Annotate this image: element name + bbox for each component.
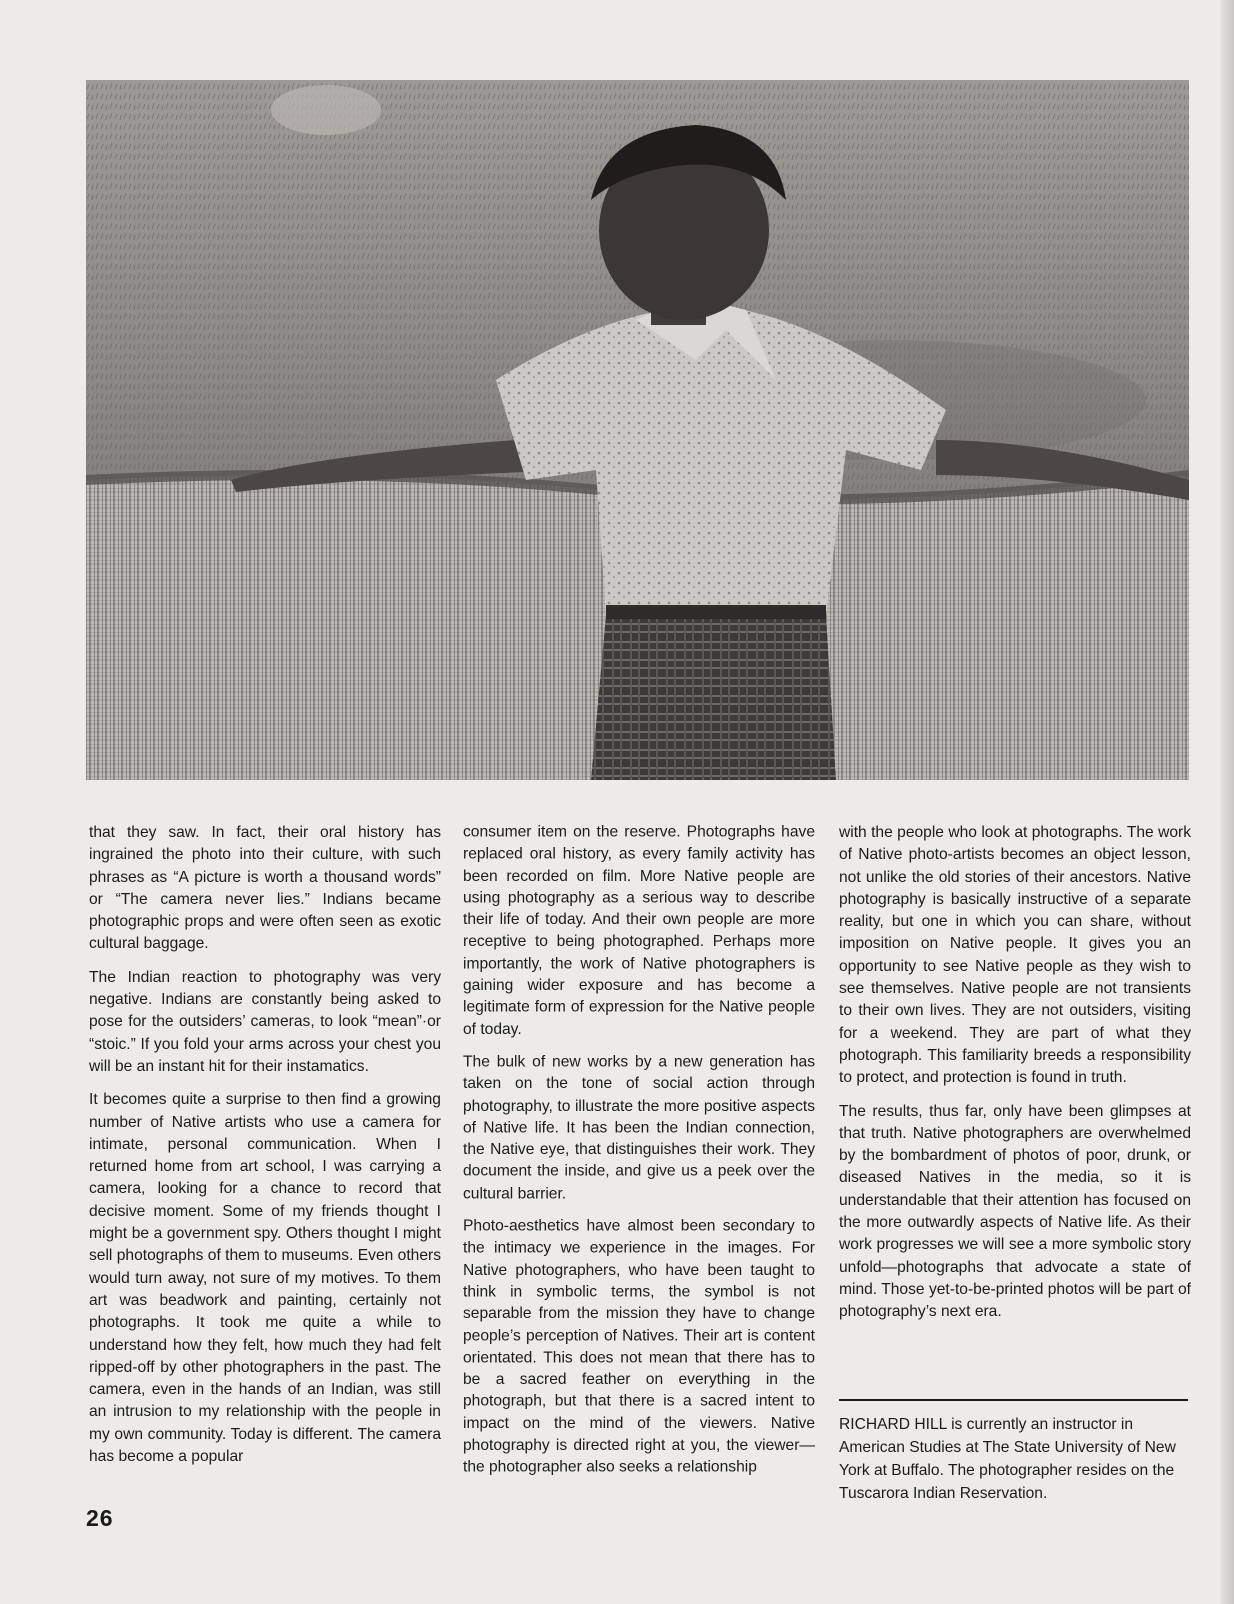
paragraph: with the people who look at photographs. The work of Native photo-artists becomes an object lesson, not unlike the old stories of their ancestors. Native photography is basically instructive of a separate reality, but one in which you can share, without imposition on Native people. It gives you an opportunity to see Native people as they wish to see themselves. Native people are not transients to their own lives. They are not outsiders, visiting for a weekend. They are part of what they photograph. This familiarity breeds a responsibility to protect, and protection is found in truth.: [839, 824, 1191, 1087]
paragraph: consumer item on the reserve. Photographs have replaced oral history, as every family activity has been recorded on film. More Native people are using photography as a serious way to describe their life of today. And their own people are more receptive to being photographed. Perhaps more importantly, the work of Native photographers is gaining wider exposure and has become a legitimate form of expression for the Native people of today.: [463, 823, 815, 1038]
paragraph: that they saw. In fact, their oral history has ingrained the photo into their culture, with such phrases as “A picture is worth a thousand words” or “The camera never lies.” Indians became photographic props and were often seen as exotic cultural baggage.: [89, 824, 441, 953]
page-number: 26: [86, 1505, 114, 1531]
author-name: RICHARD HILL: [839, 1416, 947, 1433]
photo-illustration: [86, 80, 1189, 780]
bio-divider: [839, 1399, 1188, 1401]
paragraph: The results, thus far, only have been glimpses at that truth. Native photographers are overwhelmed by the bombardment of photos of poor, drunk, or diseased Natives in the media, so it is understandable that their attention has focused on the more outwardly aspects of Native life. As their work progresses we will see a more symbolic story unfold—photographs that advocate a state of mind. Those yet-to-be-printed photos will be part of photography’s next era.: [839, 1102, 1191, 1321]
paragraph: It becomes quite a surprise to then find a growing number of Native artists who use a camera for intimate, personal communication. When I returned home from art school, I was carrying a camera, looking for a chance to record that decisive moment. Some of my friends thought I might be a government spy. Others thought I might sell photographs of them to museums. Even others would turn away, not sure of my motives. To them art was beadwork and painting, certainly not photographs. It took me quite a while to understand how they felt, how much they had felt ripped-off by other photographers in the past. The camera, even in the hands of an Indian, was still an intrusion to my relationship with the people in my own community. Today is different. The camera has become a popular: [89, 1091, 441, 1466]
author-bio-text: is currently an instructor in American Studies at The State University of New York at Buffalo. The photographer resides on the Tuscarora Indian Reservation.: [839, 1416, 1176, 1502]
paragraph: Photo-aesthetics have almost been secondary to the intimacy we experience in the images. For Native photographers, who have been taught to think in symbolic terms, the symbol is not separable from the mission they have to change people’s perception of Natives. Their art is content orientated. This does not mean that there has to be a sacred feather on everything in the photograph, but that there is a sacred intent to impact on the mind of the viewers. Native photography is directed right at you, the viewer—the photographer also seeks a relationship: [463, 1217, 815, 1476]
boy-at-net-fence-photograph: [86, 80, 1189, 780]
paragraph: The bulk of new works by a new generation has taken on the tone of social action through photography, to illustrate the more positive aspects of Native life. It has been the Indian connection, the Native eye, that distinguishes their work. They document the inside, and give us a peek over the cultural barrier.: [463, 1053, 815, 1202]
article-column-3: [839, 822, 1191, 1335]
article-column-1: [89, 822, 441, 1479]
page-edge-shadow: [1220, 0, 1234, 1604]
article-column-2: [463, 822, 815, 1490]
author-bio: [839, 1413, 1189, 1505]
paragraph: The Indian reaction to photography was very negative. Indians are constantly being asked to pose for the outsiders’ cameras, to look “mean”·or “stoic.” If you fold your arms across your chest you will be an instant hit for their instamatics.: [89, 968, 441, 1075]
